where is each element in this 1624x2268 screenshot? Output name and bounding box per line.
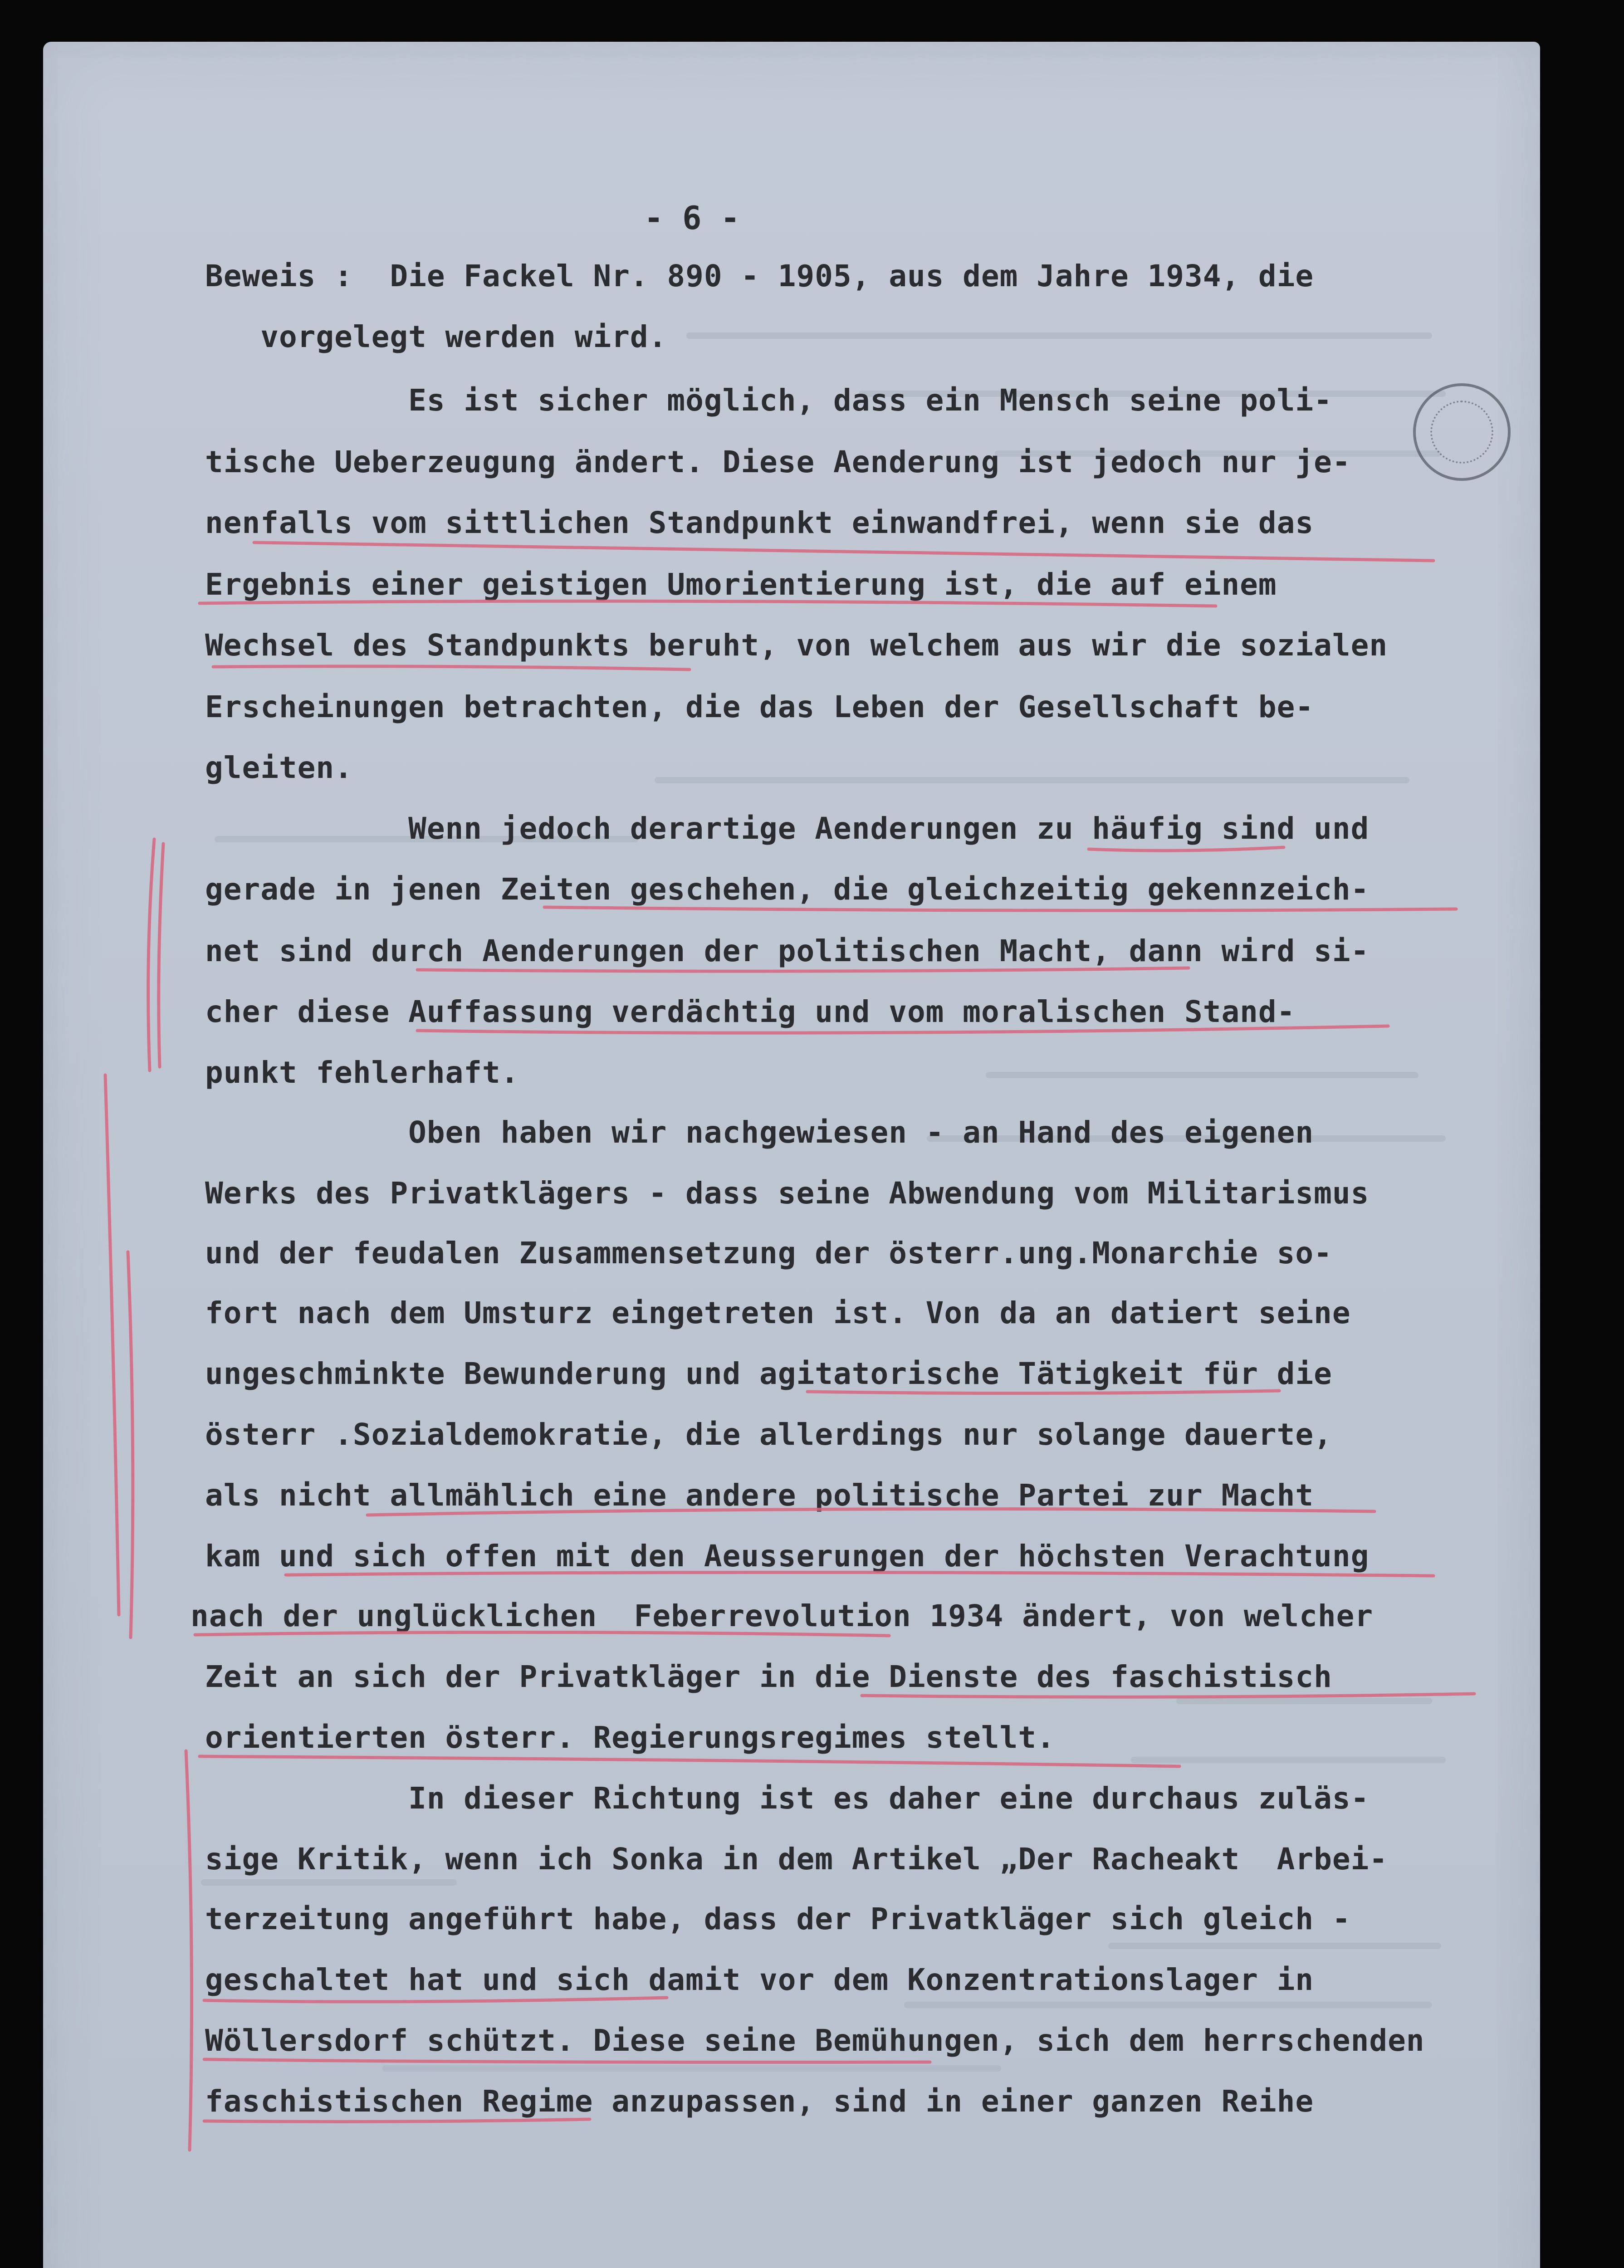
text-line: Erscheinungen betrachten, die das Leben der Gesellschaft be- xyxy=(205,689,1314,724)
page-number: - 6 - xyxy=(644,200,740,237)
text-line: Wöllersdorf schützt. Diese seine Bemühungen, sich dem herrschenden xyxy=(205,2023,1425,2058)
text-line: Wechsel des Standpunkts beruht, von welchem aus wir die sozialen xyxy=(205,628,1388,663)
text-line: nenfalls vom sittlichen Standpunkt einwandfrei, wenn sie das xyxy=(205,505,1314,540)
text-line: orientierten österr. Regierungsregimes stellt. xyxy=(205,1720,1055,1755)
text-line: geschaltet hat und sich damit vor dem Konzentrationslager in xyxy=(205,1962,1314,1997)
text-line: In dieser Richtung ist es daher eine durchaus zuläs- xyxy=(205,1781,1370,1816)
text-line: ungeschminkte Bewunderung und agitatorische Tätigkeit für die xyxy=(205,1356,1332,1391)
text-line: faschistischen Regime anzupassen, sind in einer ganzen Reihe xyxy=(205,2084,1314,2119)
text-line: und der feudalen Zusammensetzung der österr.ung.Monarchie so- xyxy=(205,1236,1332,1271)
text-line: österr .Sozialdemokratie, die allerdings nur solange dauerte, xyxy=(205,1417,1332,1452)
text-line: nach der unglücklichen Feberrevolution 1934 ändert, von welcher xyxy=(191,1598,1374,1633)
text-line: Es ist sicher möglich, dass ein Mensch seine poli- xyxy=(205,383,1332,418)
round-office-stamp-icon xyxy=(1413,383,1511,481)
text-line: gleiten. xyxy=(205,750,353,785)
text-line: net sind durch Aenderungen der politischen Macht, dann wird si- xyxy=(205,934,1370,968)
text-line: Wenn jedoch derartige Aenderungen zu häufig sind und xyxy=(205,811,1370,846)
text-line: als nicht allmählich eine andere politische Partei zur Macht xyxy=(205,1478,1314,1513)
text-line: vorgelegt werden wird. xyxy=(205,319,667,354)
text-line: Ergebnis einer geistigen Umorientierung ist, die auf einem xyxy=(205,567,1277,602)
text-line: Zeit an sich der Privatkläger in die Dienste des faschistisch xyxy=(205,1659,1332,1694)
text-line: punkt fehlerhaft. xyxy=(205,1055,519,1090)
text-line: Oben haben wir nachgewiesen - an Hand des eigenen xyxy=(205,1115,1314,1150)
text-line: terzeitung angeführt habe, dass der Privatkläger sich gleich - xyxy=(205,1901,1351,1936)
text-line: Beweis : Die Fackel Nr. 890 - 1905, aus dem Jahre 1934, die xyxy=(205,259,1314,293)
text-line: fort nach dem Umsturz eingetreten ist. Von da an datiert seine xyxy=(205,1295,1351,1330)
text-line: kam und sich offen mit den Aeusserungen der höchsten Verachtung xyxy=(205,1539,1370,1574)
text-line: sige Kritik, wenn ich Sonka in dem Artikel „Der Racheakt Arbei- xyxy=(205,1842,1388,1877)
text-line: gerade in jenen Zeiten geschehen, die gleichzeitig gekennzeich- xyxy=(205,872,1370,907)
text-line: Werks des Privatklägers - dass seine Abwendung vom Militarismus xyxy=(205,1176,1370,1211)
text-line: tische Ueberzeugung ändert. Diese Aenderung ist jedoch nur je- xyxy=(205,445,1351,479)
text-line: cher diese Auffassung verdächtig und vom moralischen Stand- xyxy=(205,994,1296,1029)
